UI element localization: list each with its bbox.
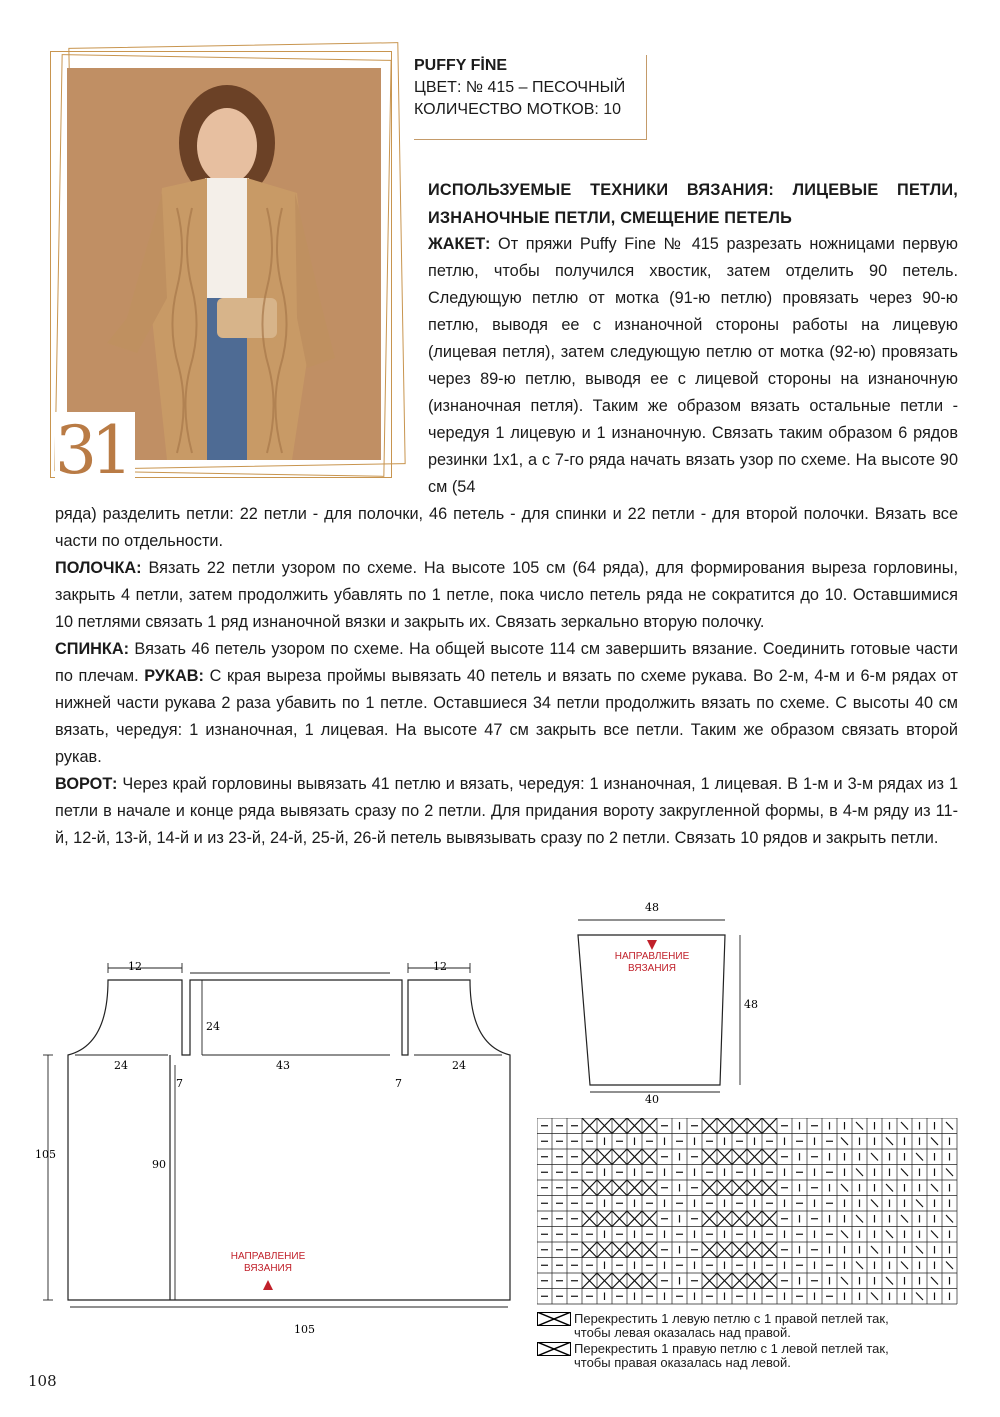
yarn-name: PUFFY FİNE xyxy=(414,57,508,74)
dim-back-neck: 24 xyxy=(206,1020,220,1033)
dim-armhole-right: 7 xyxy=(395,1077,402,1090)
right-cross-icon xyxy=(537,1342,571,1356)
sleeve-top-width: 48 xyxy=(645,901,659,914)
dim-total-height: 105 xyxy=(35,1148,56,1161)
legend-line-3: Перекрестить 1 правую петлю с 1 левой петлей так, xyxy=(574,1341,889,1356)
yarn-skeins: КОЛИЧЕСТВО МОТКОВ: 10 xyxy=(414,101,622,118)
collar-paragraph xyxy=(55,771,958,852)
stitch-chart xyxy=(537,1118,959,1308)
dim-front-top: 12 xyxy=(128,960,142,973)
dim-armhole-left: 7 xyxy=(176,1077,183,1090)
back-text: Вязать 46 петель узором по схеме. На общей высоте 114 см завершить вязание. Соединить готовые части по плечам. xyxy=(55,640,958,685)
sleeve-height: 48 xyxy=(744,998,758,1011)
model-photo xyxy=(67,68,381,460)
sleeve-direction-2: ВЯЗАНИЯ xyxy=(628,963,676,974)
body-schematic xyxy=(30,955,530,1345)
yarn-color: ЦВЕТ: № 415 – ПЕСОЧНЫЙ xyxy=(414,79,626,96)
legend-line-1: Перекрестить 1 левую петлю с 1 правой петлей так, xyxy=(574,1311,889,1326)
page-number: 108 xyxy=(28,1372,57,1390)
back-label: СПИНКА: xyxy=(55,640,130,658)
jacket-paragraph xyxy=(428,231,958,501)
legend-line-2: чтобы левая оказалась над правой. xyxy=(574,1325,791,1340)
front-paragraph xyxy=(55,555,958,636)
sleeve-bottom-width: 40 xyxy=(645,1093,659,1106)
dim-total-width: 105 xyxy=(294,1323,315,1336)
sleeve-label: РУКАВ: xyxy=(144,667,204,685)
sleeve-schematic xyxy=(560,895,770,1110)
dim-front-top-right: 12 xyxy=(433,960,447,973)
jacket-text: От пряжи Puffy Fine № 415 разрезать ножницами первую петлю, чтобы получился хвостик, затем отделить 90 петель. Следующую петлю от мотка (91-ю петлю) провязать через 90-ю петлю, выводя ее с изнаночной стороны работы на лицевую (лицевая петля), затем следующую петлю от мотка (92-ю) провязать через 89-ю петлю, выводя ее с лицевой стороны на изнаночную (изнаночная петля). Таким же образом вязать остальные петли - чередуя 1 лицевую и 1 изнаночную. Связать таким образом 6 рядов резинки 1х1, а с 7-го ряда начать вязать узор по схеме. На высоте 90 см (54 xyxy=(428,235,958,496)
jacket-label: ЖАКЕТ: xyxy=(428,235,491,253)
dim-split-height: 90 xyxy=(152,1158,166,1171)
direction-label-1: НАПРАВЛЕНИЕ xyxy=(230,1251,306,1262)
jacket-text-continued: ряда) разделить петли: 22 петли - для полочки, 46 петель - для спинки и 22 петли - для второй полочки. Вязать все части по отдельности. xyxy=(55,505,958,550)
issue-number-box xyxy=(55,412,135,490)
issue-number: 31 xyxy=(55,412,127,489)
front-label: ПОЛОЧКА: xyxy=(55,559,142,577)
sleeve-text: С края выреза проймы вывязать 40 петель и вязать по схеме рукава. Во 2-м, 4-м и 6-м рядах от нижней части рукава 2 раза убавить по 1 петле. Оставшиеся 34 петли продолжить вязать по схеме. С высоты 40 см вязать, чередуя: 1 изнаночная, 1 лицевая. На высоте 47 см закрыть все петли. Таким же образом связать второй рукав. xyxy=(55,667,958,766)
chart-legend xyxy=(537,1312,967,1370)
legend-line-4: чтобы правая оказалась над левой. xyxy=(574,1355,791,1370)
legend-item-left-cross xyxy=(537,1312,967,1340)
collar-label: ВОРОТ: xyxy=(55,775,118,793)
left-cross-icon xyxy=(537,1312,571,1326)
main-text-block xyxy=(55,501,958,852)
collar-text: Через край горловины вывязать 41 петлю и вязать, чередуя: 1 изнаночная, 1 лицевая. В 1-м и 3-м рядах из 1 петли в начале и конце ряда вывязать сразу по 2 петли. Для придания вороту закругленной формы, в 4-м ряду из 11-й, 12-й, 13-й, 14-й и из 23-й, 24-й, 25-й, 26-й петель вывязывать сразу по 2 петли. Связать 10 рядов и закрыть петли. xyxy=(55,775,959,847)
dim-shoulder-left: 24 xyxy=(114,1059,128,1072)
back-paragraph xyxy=(55,636,958,771)
direction-label-2: ВЯЗАНИЯ xyxy=(244,1263,292,1274)
dim-back-width: 43 xyxy=(276,1059,290,1072)
sleeve-direction-1: НАПРАВЛЕНИЕ xyxy=(614,951,690,962)
legend-item-right-cross xyxy=(537,1342,967,1370)
front-text: Вязать 22 петли узором по схеме. На высоте 105 см (64 ряда), для формирования выреза горловины, закрыть 4 петли, затем продолжить убавлять по 1 петле, пока число петель ряда не сократится до 10. Оставшимися 10 петлями связать 1 ряд изнаночной вязки и закрыть их. Связать зеркально вторую полочку. xyxy=(55,559,958,631)
techniques-heading: ИСПОЛЬЗУЕМЫЕ ТЕХНИКИ ВЯЗАНИЯ: ЛИЦЕВЫЕ ПЕТЛИ, ИЗНАНОЧНЫЕ ПЕТЛИ, СМЕЩЕНИЕ ПЕТЕЛЬ xyxy=(428,181,958,227)
yarn-info-box xyxy=(414,55,647,140)
dim-shoulder-right: 24 xyxy=(452,1059,466,1072)
